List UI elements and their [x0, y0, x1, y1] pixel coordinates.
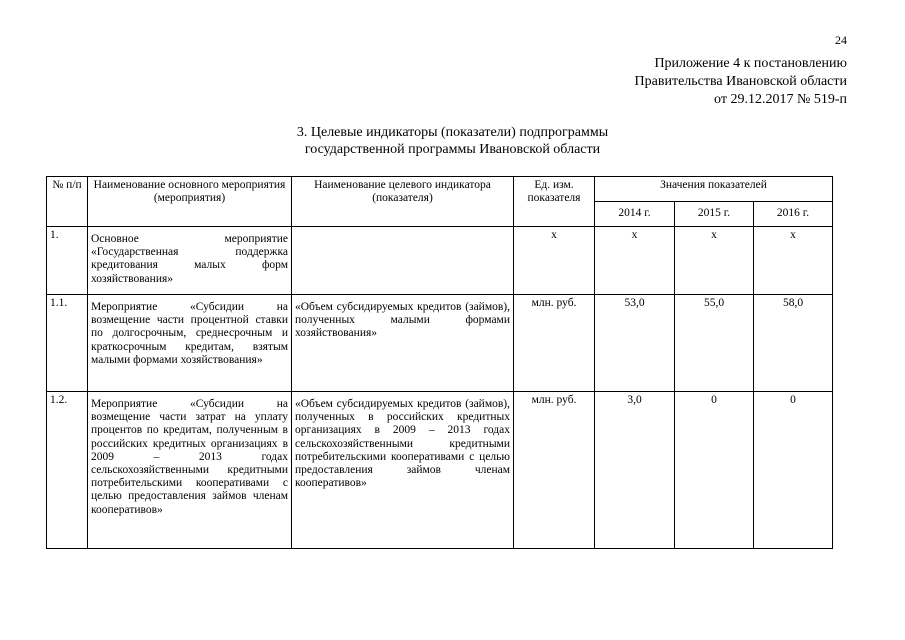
appendix-line-3: от 29.12.2017 № 519-п [714, 92, 847, 107]
table-row [47, 392, 833, 549]
table-row [47, 227, 833, 295]
header-event: Наименование основного мероприятия (мероприятия) [88, 177, 292, 227]
row-value-2016: 58,0 [754, 295, 833, 392]
row-num: 1.2. [47, 392, 88, 549]
section-title-line-1: 3. Целевые индикаторы (показатели) подпрограммы [296, 125, 609, 140]
section-title [0, 124, 905, 158]
row-indicator [292, 227, 514, 295]
header-num: № п/п [47, 177, 88, 227]
header-year-2016: 2016 г. [754, 202, 833, 227]
header-year-2015: 2015 г. [675, 202, 754, 227]
header-unit: Ед. изм. показателя [514, 177, 595, 227]
page-number: 24 [835, 33, 847, 47]
row-value-2014: 3,0 [595, 392, 675, 549]
section-title-line-2: государственной программы Ивановской области [304, 142, 601, 157]
row-value-2015: х [675, 227, 754, 295]
row-value-2015: 0 [675, 392, 754, 549]
row-value-2016: 0 [754, 392, 833, 549]
row-value-2014: 53,0 [595, 295, 675, 392]
row-event: Мероприятие «Субсидии на возмещение части процентной ставки по долгосрочным, среднесрочным и краткосрочным кредитам, взятым малыми формами хозяйствования» [88, 295, 292, 392]
row-indicator: «Объем субсидируемых кредитов (займов), полученных в российских кредитных организациях в 2009 – 2013 годах сельскохозяйственными кредитными потребительскими кооперативами с целью предоставления займов членам кооперативов» [292, 392, 514, 549]
row-unit: млн. руб. [514, 392, 595, 549]
row-value-2015: 55,0 [675, 295, 754, 392]
row-indicator: «Объем субсидируемых кредитов (займов), полученных малыми формами хозяйствования» [292, 295, 514, 392]
table-row [47, 295, 833, 392]
appendix-line-2: Правительства Ивановской области [634, 74, 847, 89]
header-values: Значения показателей [595, 177, 833, 202]
header-year-2014: 2014 г. [595, 202, 675, 227]
row-unit: млн. руб. [514, 295, 595, 392]
appendix-line-1: Приложение 4 к постановлению [654, 56, 847, 71]
row-num: 1.1. [47, 295, 88, 392]
indicators-table [46, 176, 833, 549]
row-value-2016: х [754, 227, 833, 295]
header-row [47, 177, 833, 202]
header-indicator: Наименование целевого индикатора (показателя) [292, 177, 514, 227]
appendix-header [635, 55, 847, 109]
row-value-2014: х [595, 227, 675, 295]
row-unit: х [514, 227, 595, 295]
row-num: 1. [47, 227, 88, 295]
row-event: Основное мероприятие «Государственная поддержка кредитования малых форм хозяйствования» [88, 227, 292, 295]
row-event: Мероприятие «Субсидии на возмещение части затрат на уплату процентов по кредитам, полученным в российских кредитных организациях в 2009 – 2013 годах сельскохозяйственными кредитными потребительскими кооперативами с целью предоставления займов членам кооперативов» [88, 392, 292, 549]
